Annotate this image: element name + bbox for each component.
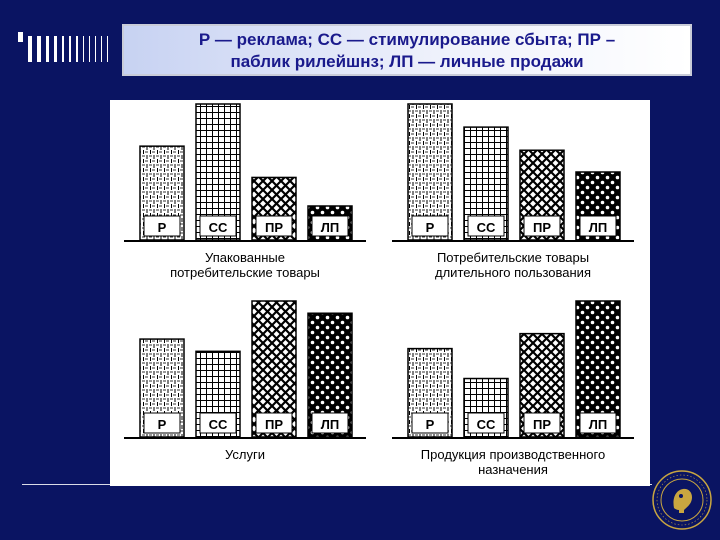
page-title (124, 29, 690, 73)
title-line-2: паблик рилейшнз; ЛП — личные продажи (230, 52, 584, 71)
tick-label-r: Р (425, 220, 435, 235)
chart-1 (124, 104, 366, 280)
tick-label-pr: ПР (532, 417, 552, 432)
tick-label-ss: СС (208, 417, 228, 432)
tick-label-r: Р (425, 417, 435, 432)
tick-label-pr: ПР (264, 220, 284, 235)
tick-label-lp: ЛП (320, 417, 340, 432)
chart-title-line: потребительские товары (170, 265, 320, 280)
tick-label-pr: ПР (532, 220, 552, 235)
tick-label-lp: ЛП (588, 417, 608, 432)
tick-label-lp: ЛП (588, 220, 608, 235)
tick-label-r: Р (157, 417, 167, 432)
decorative-stripes (18, 32, 118, 64)
chart-2 (392, 104, 634, 280)
title-box (122, 24, 692, 76)
charts-figure (110, 100, 650, 486)
chart-title-line: назначения (478, 462, 548, 477)
tick-label-ss: СС (476, 220, 496, 235)
chart-3 (124, 301, 366, 462)
tick-label-pr: ПР (264, 417, 284, 432)
chart-4 (392, 301, 634, 477)
chart-title-line: Потребительские товары (436, 250, 590, 265)
chart-title-line: Продукция производственного (420, 447, 606, 462)
chart-title-line: Услуги (225, 447, 265, 462)
chart-panel (110, 100, 650, 486)
seal-logo (650, 468, 714, 532)
tick-label-ss: СС (208, 220, 228, 235)
chart-title-line: Упакованные (205, 250, 285, 265)
tick-label-r: Р (157, 220, 167, 235)
tick-label-lp: ЛП (320, 220, 340, 235)
chart-title-line: длительного пользования (435, 265, 591, 280)
title-line-1: Р — реклама; СС — стимулирование сбыта; ПР – (198, 30, 616, 49)
tick-label-ss: СС (476, 417, 496, 432)
